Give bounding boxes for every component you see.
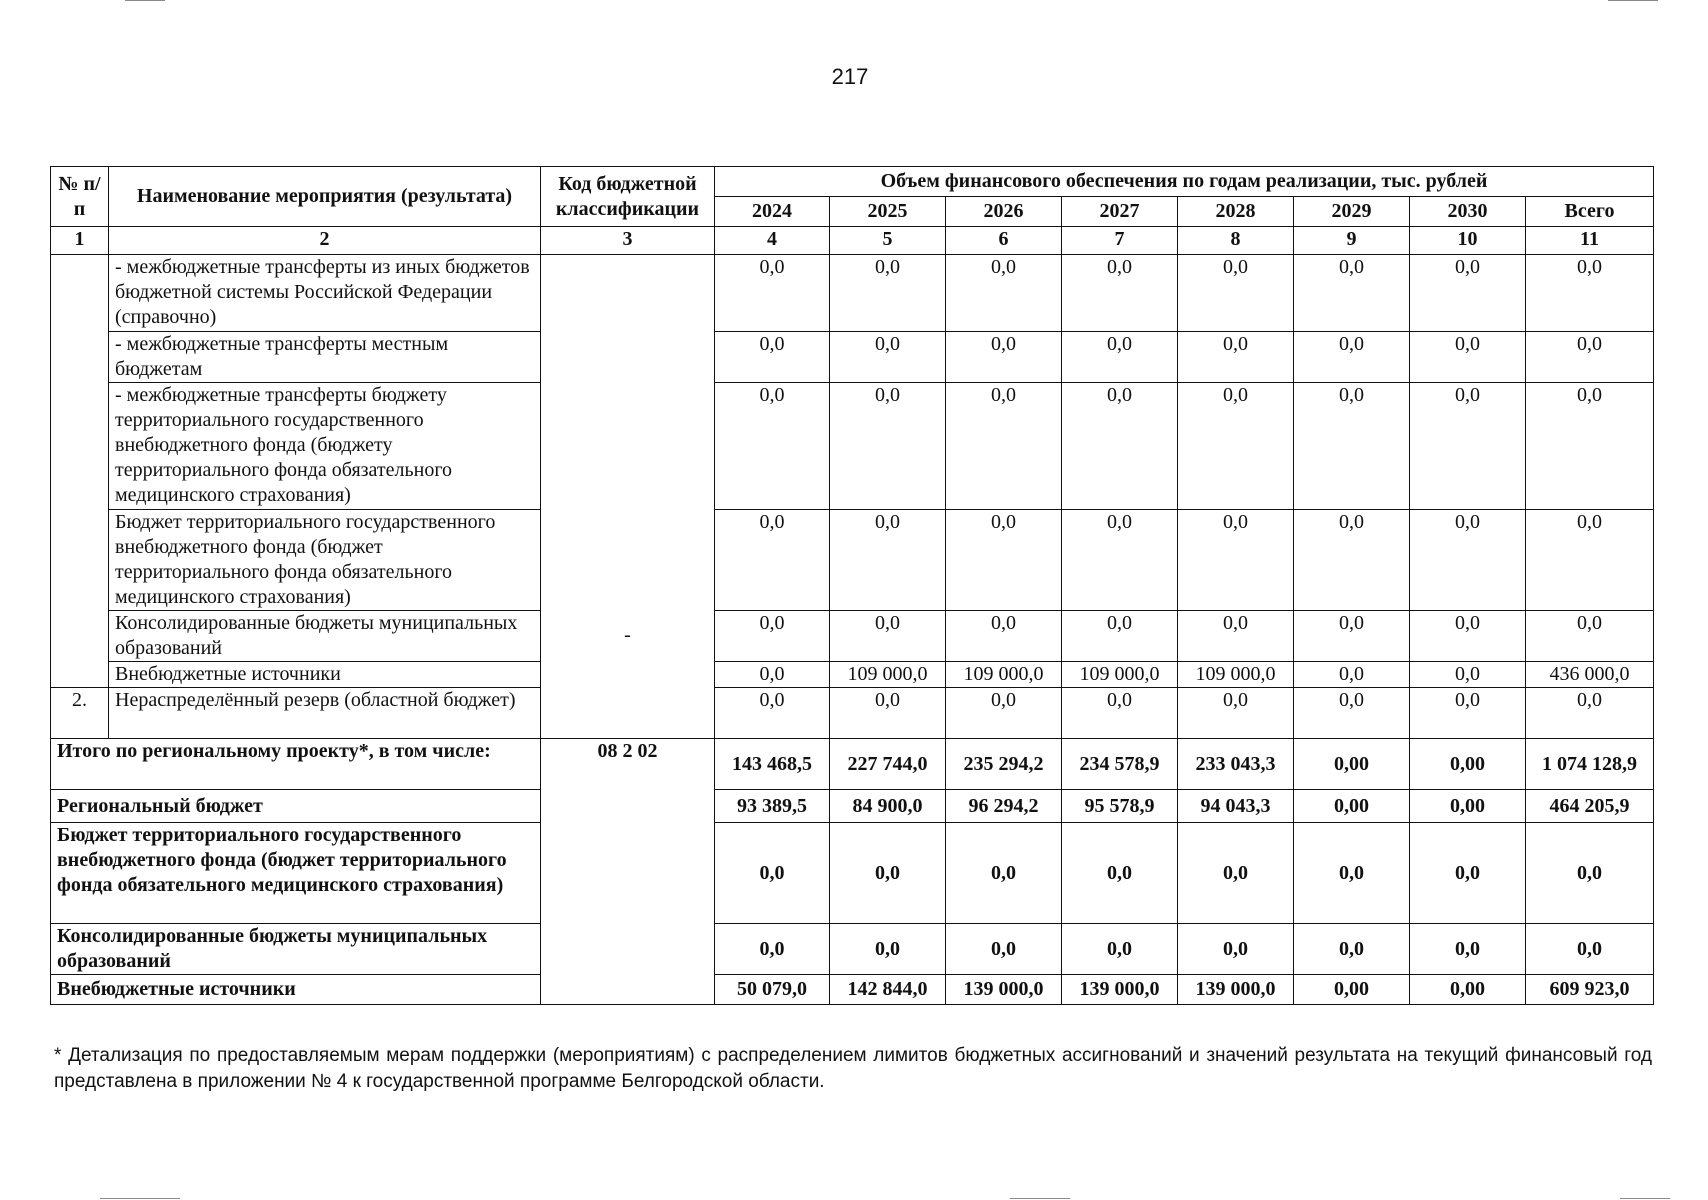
row-name: Нераспределённый резерв (областной бюджет) [109,688,541,739]
column-number: 7 [1062,227,1178,255]
column-number: 10 [1410,227,1526,255]
value-cell: 0,0 [1062,510,1178,611]
value-cell: 96 294,2 [946,790,1062,823]
value-cell: 109 000,0 [1062,662,1178,688]
table-row [51,688,1654,739]
value-cell: 0,0 [1178,611,1294,662]
page-number: 217 [831,64,869,89]
value-cell: 95 578,9 [1062,790,1178,823]
value-cell: 0,0 [1410,510,1526,611]
total-row [51,823,1654,924]
header-name: Наименование мероприятия (результата) [109,167,541,227]
value-cell: 0,0 [1294,823,1410,924]
header-year: 2030 [1410,197,1526,227]
value-cell: 0,0 [715,662,830,688]
value-cell: 1 074 128,9 [1526,739,1654,790]
value-cell: 0,0 [1062,611,1178,662]
row-name: - межбюджетные трансферты местным бюджетам [109,332,541,383]
total-row [51,975,1654,1005]
total-name: Внебюджетные источники [51,975,541,1005]
value-cell: 0,0 [1178,924,1294,975]
table-row [51,332,1654,383]
value-cell: 0,0 [1294,383,1410,510]
header-year: 2027 [1062,197,1178,227]
header-year: 2024 [715,197,830,227]
value-cell: 0,0 [946,383,1062,510]
value-cell: 0,0 [1410,255,1526,332]
value-cell: 50 079,0 [715,975,830,1005]
value-cell: 0,0 [1410,662,1526,688]
total-name: Бюджет территориального государственного внебюджетного фонда (бюджет территориального фонда обязательного медицинского страхования) [51,823,541,924]
value-cell: 142 844,0 [830,975,946,1005]
value-cell: 0,0 [1062,823,1178,924]
column-number: 11 [1526,227,1654,255]
header-code: Код бюджетной классификации [541,167,715,227]
row-code: - [624,624,631,646]
value-cell: 0,0 [830,924,946,975]
header-year: 2029 [1294,197,1410,227]
budget-table [50,166,1654,1005]
header-year: 2025 [830,197,946,227]
value-cell: 0,0 [830,383,946,510]
value-cell: 0,0 [1526,688,1654,739]
value-cell: 0,0 [1410,332,1526,383]
column-number: 3 [541,227,715,255]
value-cell: 0,0 [830,332,946,383]
value-cell: 0,0 [1410,611,1526,662]
value-cell: 233 043,3 [1178,739,1294,790]
column-number: 1 [51,227,109,255]
value-cell: 0,00 [1294,790,1410,823]
value-cell: 227 744,0 [830,739,946,790]
table-row [51,611,1654,662]
column-number: 8 [1178,227,1294,255]
value-cell: 0,0 [715,332,830,383]
scan-mark [1010,1198,1070,1199]
total-name: Региональный бюджет [51,790,541,823]
value-cell: 0,00 [1410,975,1526,1005]
column-number: 9 [1294,227,1410,255]
value-cell: 0,0 [715,510,830,611]
row-name: Бюджет территориального государственного внебюджетного фонда (бюджет территориального фонда обязательного медицинского страхования) [109,510,541,611]
value-cell: 109 000,0 [946,662,1062,688]
value-cell: 0,0 [715,383,830,510]
value-cell: 0,0 [1178,823,1294,924]
scan-mark [100,1198,180,1199]
value-cell: 0,0 [1526,255,1654,332]
value-cell: 0,0 [830,611,946,662]
value-cell: 234 578,9 [1062,739,1178,790]
value-cell: 235 294,2 [946,739,1062,790]
footnote: * Детализация по предоставляемым мерам поддержки (мероприятиям) с распределением лимитов бюджетных ассигнований и значений результата на текущий финансовый год представлена в приложении № 4 к государственной программе Белгородской области. [54,1045,1652,1092]
value-cell: 109 000,0 [830,662,946,688]
scan-mark [1608,0,1658,1]
value-cell: 0,0 [1526,383,1654,510]
value-cell: 0,0 [830,688,946,739]
total-name: Консолидированные бюджеты муниципальных образований [51,924,541,975]
column-numbers-row [51,227,1654,255]
value-cell: 0,0 [1294,611,1410,662]
value-cell: 0,0 [1410,688,1526,739]
column-number: 4 [715,227,830,255]
value-cell: 0,0 [1062,688,1178,739]
value-cell: 0,0 [1410,823,1526,924]
value-cell: 0,0 [1062,255,1178,332]
total-row [51,790,1654,823]
value-cell: 93 389,5 [715,790,830,823]
value-cell: 84 900,0 [830,790,946,823]
value-cell: 0,0 [830,823,946,924]
value-cell: 0,0 [1062,924,1178,975]
value-cell: 0,0 [1526,924,1654,975]
value-cell: 0,0 [1178,688,1294,739]
header-year: 2026 [946,197,1062,227]
value-cell: 0,0 [1410,924,1526,975]
total-name: Итого по региональному проекту*, в том числе: [51,739,541,790]
row-name: - межбюджетные трансферты бюджету территориального государственного внебюджетного фонда (бюджету территориального фонда обязательного медицинского страхования) [109,383,541,510]
table-row [51,510,1654,611]
value-cell: 0,0 [1178,383,1294,510]
value-cell: 0,0 [1294,510,1410,611]
value-cell: 0,0 [1294,255,1410,332]
value-cell: 0,0 [830,255,946,332]
column-number: 6 [946,227,1062,255]
value-cell: 0,0 [1178,255,1294,332]
value-cell: 0,0 [830,510,946,611]
value-cell: 0,0 [946,255,1062,332]
value-cell: 0,0 [946,510,1062,611]
value-cell: 0,0 [715,823,830,924]
row-number-cell [51,255,109,688]
value-cell: 0,0 [946,924,1062,975]
value-cell: 139 000,0 [946,975,1062,1005]
value-cell: 0,0 [715,688,830,739]
value-cell: 139 000,0 [1062,975,1178,1005]
column-number: 2 [109,227,541,255]
value-cell: 0,0 [715,924,830,975]
value-cell: 143 468,5 [715,739,830,790]
value-cell: 0,0 [715,611,830,662]
value-cell: 0,0 [1294,662,1410,688]
value-cell: 0,0 [1526,611,1654,662]
value-cell: 0,00 [1410,790,1526,823]
value-cell: 0,0 [1178,510,1294,611]
value-cell: 0,0 [946,688,1062,739]
value-cell: 0,00 [1294,739,1410,790]
value-cell: 0,00 [1294,975,1410,1005]
total-row [51,924,1654,975]
row-number: 2. [51,688,109,739]
column-number: 5 [830,227,946,255]
code-cell [541,255,715,739]
scan-mark [1620,1198,1670,1199]
value-cell: 0,00 [1410,739,1526,790]
value-cell: 0,0 [1526,332,1654,383]
value-cell: 0,0 [715,255,830,332]
value-cell: 464 205,9 [1526,790,1654,823]
value-cell: 0,0 [946,823,1062,924]
value-cell: 0,0 [1294,332,1410,383]
value-cell: 0,0 [1294,688,1410,739]
value-cell: 609 923,0 [1526,975,1654,1005]
header-funding-group: Объем финансового обеспечения по годам реализации, тыс. рублей [715,167,1654,197]
value-cell: 0,0 [1526,510,1654,611]
value-cell: 139 000,0 [1178,975,1294,1005]
value-cell: 0,0 [1294,924,1410,975]
value-cell: 0,0 [946,332,1062,383]
table-row [51,255,1654,332]
row-name: Консолидированные бюджеты муниципальных образований [109,611,541,662]
value-cell: 0,0 [946,611,1062,662]
value-cell: 436 000,0 [1526,662,1654,688]
value-cell: 109 000,0 [1178,662,1294,688]
row-name: Внебюджетные источники [109,662,541,688]
table-row [51,662,1654,688]
header-num: № п/п [51,167,109,227]
value-cell: 0,0 [1526,823,1654,924]
header-year: 2028 [1178,197,1294,227]
table-row [51,383,1654,510]
value-cell: 0,0 [1410,383,1526,510]
header-total: Всего [1526,197,1654,227]
row-name: - межбюджетные трансферты из иных бюджетов бюджетной системы Российской Федерации (справочно) [109,255,541,332]
value-cell: 0,0 [1062,332,1178,383]
value-cell: 0,0 [1178,332,1294,383]
value-cell: 94 043,3 [1178,790,1294,823]
total-row [51,739,1654,790]
total-code: 08 2 02 [541,739,715,1005]
value-cell: 0,0 [1062,383,1178,510]
scan-mark [125,0,165,1]
